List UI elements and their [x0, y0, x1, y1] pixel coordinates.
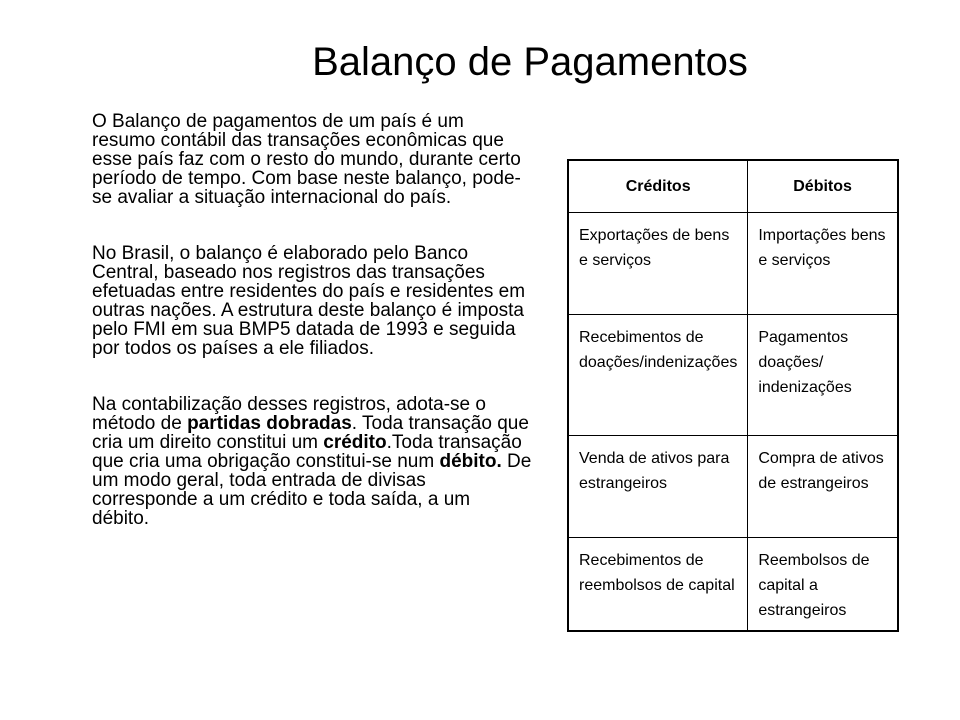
credits-debits-table: [567, 159, 899, 632]
table-row: [568, 435, 898, 537]
body-text: [92, 112, 532, 528]
text-segment: Na contabilização desses registros, adota-se o método de: [92, 394, 486, 434]
table-cell-debit: Importações bens e serviços: [748, 212, 898, 314]
paragraph-definition: O Balanço de pagamentos de um país é um resumo contábil das transações econômicas que esse país faz com o resto do mundo, durante certo período de tempo. Com base neste balanço, pode-se avaliar a situação internacional do país.: [92, 111, 521, 208]
bold-term-credito: crédito: [323, 432, 387, 453]
table-cell-debit: Compra de ativos de estrangeiros: [748, 435, 898, 537]
table-cell-credit: Venda de ativos para estrangeiros: [568, 435, 748, 537]
table-row: [568, 212, 898, 314]
table-cell-debit: Pagamentos doações/ indenizações: [748, 314, 898, 435]
paragraph-brazil: No Brasil, o balanço é elaborado pelo Banco Central, baseado nos registros das transações efetuadas entre residentes do país e residentes em outras nações. A estrutura deste balanço é imposta pelo FMI em sua BMP5 datada de 1993 e seguida por todos os países a ele filiados.: [92, 243, 526, 359]
table-row: [568, 537, 898, 631]
header-debitos: Débitos: [748, 160, 898, 212]
table-cell-credit: Recebimentos de doações/indenizações: [568, 314, 748, 435]
paragraph-accounting: [92, 395, 532, 528]
table-row: [568, 314, 898, 435]
bold-term-debito: débito.: [439, 451, 502, 472]
slide-title: Balanço de Pagamentos: [312, 40, 748, 84]
text-segment: . Toda transação que cria um direito constitui um: [92, 413, 529, 453]
bold-term-partidas: partidas dobradas: [187, 413, 352, 434]
table-cell-debit: Reembolsos de capital a estrangeiros: [748, 537, 898, 631]
header-creditos: Créditos: [568, 160, 748, 212]
table-cell-credit: Exportações de bens e serviços: [568, 212, 748, 314]
text-segment: .Toda transação que cria uma obrigação constitui-se num: [92, 432, 522, 472]
table-cell-credit: Recebimentos de reembolsos de capital: [568, 537, 748, 631]
table-header-row: [568, 160, 898, 212]
text-segment: De um modo geral, toda entrada de divisas corresponde a um crédito e toda saída, a um débito.: [92, 451, 532, 529]
